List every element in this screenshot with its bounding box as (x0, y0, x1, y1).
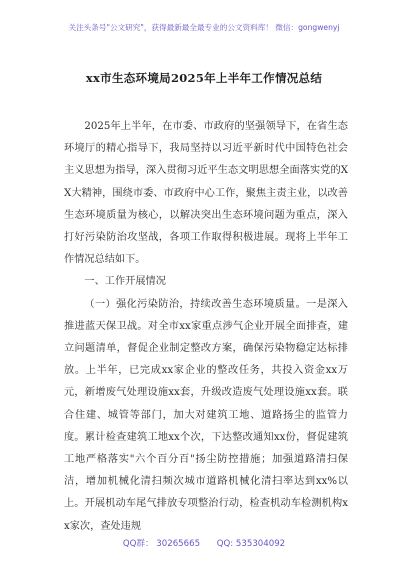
section-heading: 一、工作开展情况 (84, 276, 166, 288)
header-banner: 关注头条号"公文研究"，获得最新最全最专业的公文资料库！ 微信：gongwenyj (68, 23, 340, 32)
qq-group-number: QQ群： 30265665 (122, 539, 201, 549)
footer-contact (0, 537, 408, 549)
qq-number: QQ: 535304092 (216, 539, 286, 549)
intro-paragraph: 2025年上半年，在市委、市政府的坚强领导下，在省生态环境厅的精心指导下，我局坚持以习近平新时代中国特色社会主义思想为指导，深入贯彻习近平生态文明思想全面落实党的XX大精神，围绕市委、市政府中心工作，聚焦主责主业，以改善生态环境质量为核心，以解决突出生态环境问题为重点，深入打好污染防治攻坚战，各项工作取得积极进展。现将上半年工作情况总结如下。 (64, 121, 348, 266)
document-body (64, 116, 348, 538)
document-title: xx市生态环境局2025年上半年工作情况总结 (85, 71, 323, 85)
section-paragraph: （一）强化污染防治，持续改善生态环境质量。一是深入推进蓝天保卫战。对全市xx家重点涉气企业开展全面排查，建立问题清单，督促企业制定整改方案，确保污染物稳定达标排放。上半年，已完成xx家企业的整改任务，共投入资金xx万元，新增废气处理设施xx套，升级改造废气处理设施xx套。联合住建、城管等部门，加大对建筑工地、道路扬尘的监管力度。累计检查建筑工地xx个次，下达整改通知xx份，督促建筑工地严格落实"六个百分百"扬尘防控措施；加强道路清扫保洁，增加机械化清扫频次城市道路机械化清扫率达到xx%以上。开展机动车尾气排放专项整治行动，检查机动车检测机构xx家次，查处违规 (64, 298, 348, 532)
